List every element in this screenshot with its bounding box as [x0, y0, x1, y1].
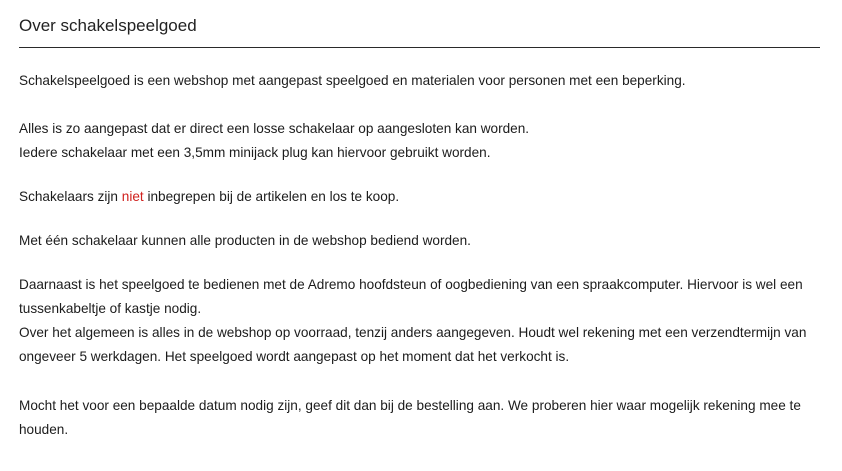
stock-line-1: Over het algemeen is alles in de webshop op voorraad, tenzij anders aangegeven. Houdt wel rekening met een verzendtermijn van: [19, 325, 807, 340]
switches-text-before: Schakelaars zijn: [19, 189, 122, 204]
adremo-line-2: tussenkabeltje of kastje nodig.: [19, 301, 202, 316]
adaptation-line-2: Iedere schakelaar met een 3,5mm minijack plug kan hiervoor gebruikt worden.: [19, 145, 491, 160]
adaptation-line-1: Alles is zo aangepast dat er direct een losse schakelaar op aangesloten kan worden.: [19, 121, 530, 136]
intro-paragraph: [19, 69, 820, 93]
switches-line: [19, 185, 820, 209]
section-title: Over schakelspeelgoed: [19, 16, 197, 35]
date-line-2: houden.: [19, 422, 69, 437]
adremo-line-1: Daarnaast is het speelgoed te bedienen met de Adremo hoofdsteun of oogbediening van een spraakcomputer. Hiervoor is wel een: [19, 277, 803, 292]
switches-text-after: inbegrepen bij de artikelen en los te koop.: [143, 189, 400, 204]
one-switch-paragraph: [19, 229, 820, 253]
date-line-1: Mocht het voor een bepaalde datum nodig zijn, geef dit dan bij de bestelling aan. We proberen hier waar mogelijk rekening mee te: [19, 398, 801, 413]
adaptation-paragraph: [19, 117, 820, 165]
one-switch-text: Met één schakelaar kunnen alle producten in de webshop bediend worden.: [19, 233, 471, 248]
title-divider: [19, 47, 820, 48]
switches-paragraph: [19, 185, 820, 209]
stock-line-2: ongeveer 5 werkdagen. Het speelgoed wordt aangepast op het moment dat het verkocht is.: [19, 349, 570, 364]
intro-text: Schakelspeelgoed is een webshop met aangepast speelgoed en materialen voor personen met een beperking.: [19, 73, 686, 88]
control-options-paragraph: [19, 273, 820, 369]
not-included-highlight: niet: [121, 189, 144, 204]
delivery-date-paragraph: [19, 394, 820, 442]
